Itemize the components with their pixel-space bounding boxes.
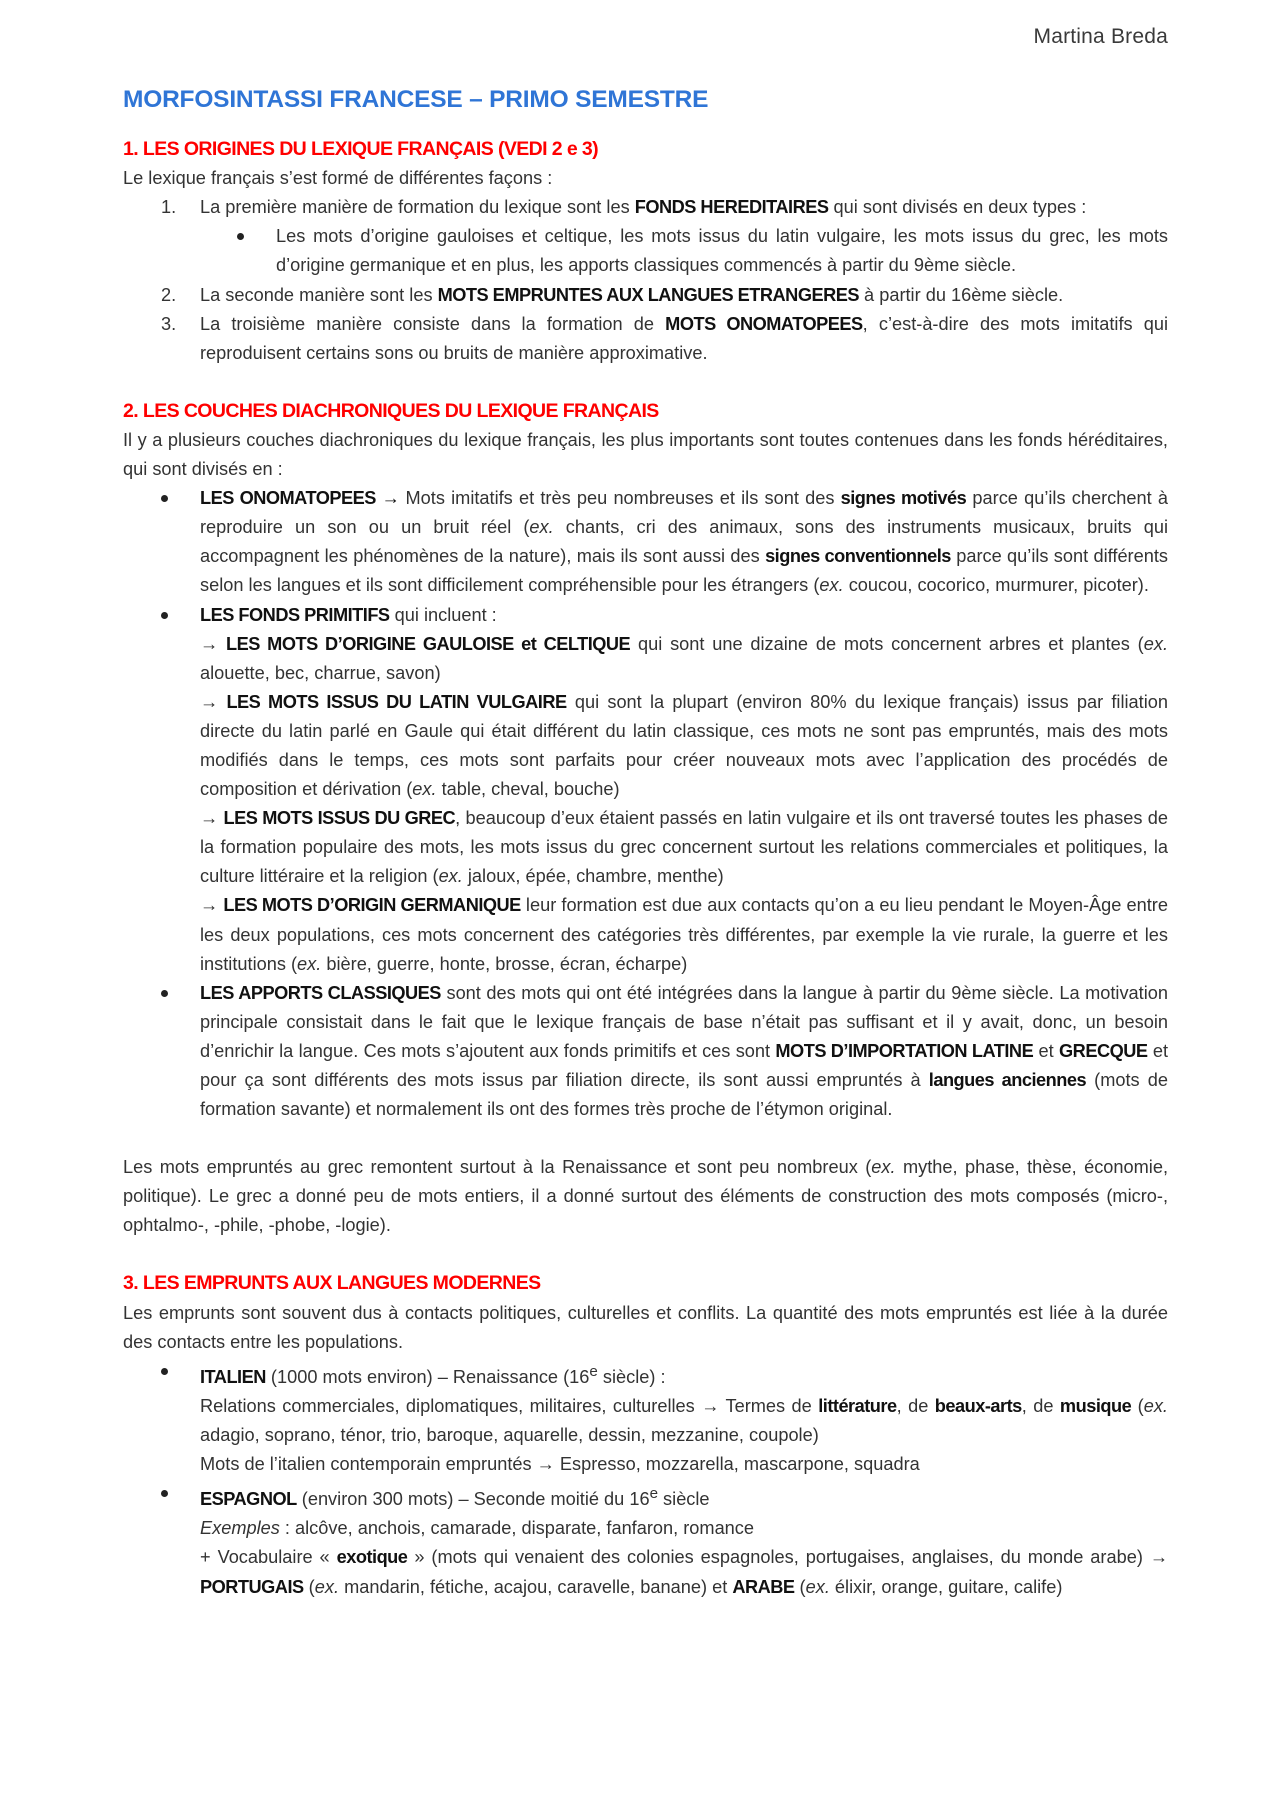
item-text: ( (1131, 1395, 1144, 1416)
section-2-intro: Il y a plusieurs couches diachroniques du lexique français, les plus importants sont toutes contenues dans les fonds héréditaires, qui sont divisés en : (123, 429, 1168, 480)
keyword: littérature (818, 1395, 897, 1416)
list-number: 1. (161, 197, 177, 218)
item-text: , de (1021, 1395, 1060, 1416)
arrow-icon: → (200, 808, 224, 829)
example-label: ex. (819, 575, 844, 596)
example-label: ex. (314, 1576, 340, 1597)
arrow-icon: → (200, 633, 226, 654)
list-item (276, 222, 1168, 280)
item-text: qui sont divisés en deux types : (828, 197, 1087, 218)
section-3-list (123, 1357, 1168, 1602)
bullet-icon (161, 990, 168, 997)
section-2-closing (123, 1153, 1168, 1240)
item-text: (environ 300 mots) – Seconde moitié du 16 (296, 1489, 650, 1510)
item-text: La seconde manière sont les (200, 284, 438, 305)
item-text: Les mots empruntés au grec remontent surtout à la Renaissance et sont peu nombreux ( (123, 1157, 872, 1178)
item-text: et pour ça sont différents des mots issus par filiation directe, ils sont aussi empruntés à (200, 1040, 1168, 1090)
item-text: (1000 mots environ) – Renaissance (16 (265, 1366, 590, 1387)
list-item (161, 310, 1169, 368)
item-text: et (1033, 1040, 1060, 1061)
keyword: LES FONDS PRIMITIFS (200, 604, 390, 625)
list-item (161, 193, 1168, 222)
author-name: Martina Breda (1033, 25, 1168, 48)
item-text: ( (794, 1576, 806, 1597)
keyword: ITALIEN (200, 1366, 266, 1387)
italien-line-3: Mots de l’italien contemporain empruntés → Espresso, mozzarella, mascarpone, squadra (200, 1454, 920, 1475)
item-text: leur formation est due aux contacts qu’on a eu lieu pendant le Moyen-Âge entre les deux populations, ces mots concernent des catégories très différentes, par exemple la vie rurale, la guerre et les institutions ( (200, 895, 1168, 974)
item-text: , de (896, 1395, 935, 1416)
section-1-list (123, 193, 1168, 222)
item-text: mandarin, fétiche, acajou, caravelle, banane) et (339, 1576, 733, 1597)
keyword: LES MOTS ISSUS DU GREC (223, 808, 456, 829)
section-1-heading: 1. LES ORIGINES DU LEXIQUE FRANÇAIS (VEDI 2 e 3) (123, 138, 599, 161)
subitem-gauloise (200, 630, 1168, 688)
item-text: siècle (658, 1489, 710, 1510)
subitem-latin (200, 688, 1168, 804)
item-text: sont des mots qui ont été intégrées dans la langue à partir du 9ème siècle. La motivation principale consistait dans le fait que le lexique français de base n’était pas suffisant et il y avait, donc, un besoin d’enrichir la langue. Ces mots s’ajoutent aux fonds primitifs et ces sont (200, 982, 1168, 1061)
list-item-apports-classiques (200, 979, 1168, 1124)
section-1-intro: Le lexique français s’est formé de différentes façons : (123, 168, 553, 189)
keyword: langues anciennes (928, 1070, 1087, 1090)
keyword: signes conventionnels (765, 546, 951, 567)
item-text: Relations commerciales, diplomatiques, militaires, culturelles → Termes de (200, 1395, 819, 1416)
example-label: ex. (438, 866, 463, 887)
keyword: LES ONOMATOPEES → (200, 488, 400, 509)
superscript: e (649, 1485, 658, 1503)
section-2-list (123, 484, 1168, 1124)
list-item (161, 281, 1168, 310)
subitem-germanique (200, 891, 1168, 978)
item-text: parce qu’ils cherchent à reproduire un son ou un bruit réel ( (200, 488, 1168, 538)
keyword: signes motivés (840, 488, 967, 509)
espagnol-examples (200, 1514, 1168, 1543)
item-text: , c’est-à-dire des mots imitatifs qui reproduisent certains sons ou bruits de manière approximative. (200, 313, 1169, 363)
list-number: 2. (161, 284, 177, 305)
item-text: parce qu’ils sont différents selon les langues et ils sont difficilement compréhensible pour les étrangers ( (200, 546, 1168, 596)
item-text: alouette, bec, charrue, savon) (200, 662, 441, 683)
keyword: ARABE (732, 1576, 795, 1597)
superscript: e (589, 1362, 598, 1380)
arrow-icon: → (200, 691, 227, 712)
section-3-heading: 3. LES EMPRUNTS AUX LANGUES MODERNES (123, 1272, 541, 1295)
keyword: GRECQUE (1059, 1040, 1148, 1061)
list-number: 3. (161, 313, 177, 334)
example-label: ex. (805, 1576, 830, 1597)
keyword: ESPAGNOL (200, 1489, 297, 1510)
item-text: » (mots qui venaient des colonies espagnoles, portugaises, anglaises, du monde arabe) → (407, 1547, 1168, 1568)
example-label: ex. (297, 953, 322, 974)
item-text: qui sont la plupart (environ 80% du lexique français) issus par filiation directe du latin parlé en Gaule qui était différent du latin classique, ces mots ne sont pas empruntés, mais des mots modifiés dans le temps, ces mots sont parfaits pour créer nouveaux mots avec l’application des procédés de composition et dérivation ( (200, 691, 1168, 800)
item-text: qui sont une dizaine de mots concernent arbres et plantes ( (630, 633, 1144, 654)
list-item-espagnol (200, 1479, 1168, 1601)
item-text: bière, guerre, honte, brosse, écran, écharpe) (321, 953, 688, 974)
section-3-intro: Les emprunts sont souvent dus à contacts politiques, culturelles et conflits. La quantité des mots empruntés est liée à la durée des contacts entre les populations. (123, 1302, 1168, 1352)
keyword: LES MOTS D’ORIGIN GERMANIQUE (223, 895, 521, 916)
arrow-icon: → (200, 895, 224, 916)
bullet-icon (161, 1368, 168, 1375)
section-2-heading: 2. LES COUCHES DIACHRONIQUES DU LEXIQUE FRANÇAIS (123, 399, 659, 422)
section-1-sublist (123, 222, 1168, 280)
item-text: chants, cri des animaux, sons des instruments musicaux, bruits qui accompagnent les phénomènes de la nature), mais ils sont aussi des (200, 517, 1168, 567)
example-label: ex. (1143, 1395, 1168, 1416)
example-label: Exemples (200, 1518, 280, 1539)
keyword: exotique (336, 1547, 408, 1568)
item-text: jaloux, épée, chambre, menthe) (462, 866, 724, 887)
item-text: adagio, soprano, ténor, trio, baroque, aquarelle, dessin, mezzanine, coupole) (200, 1425, 819, 1445)
keyword: MOTS D’IMPORTATION LATINE (775, 1040, 1034, 1061)
item-text: Mots imitatifs et très peu nombreuses et ils sont des (399, 488, 841, 509)
keyword: PORTUGAIS (200, 1576, 304, 1597)
list-item-fonds-primitifs (200, 601, 1168, 979)
keyword: LES APPORTS CLASSIQUES (200, 982, 441, 1003)
example-label: ex. (412, 779, 437, 800)
item-text: La troisième manière consiste dans la formation de (200, 313, 666, 334)
item-text: coucou, cocorico, murmurer, picoter). (843, 575, 1149, 596)
item-text: : alcôve, anchois, camarade, disparate, fanfaron, romance (279, 1518, 755, 1539)
espagnol-vocabulaire (200, 1543, 1168, 1601)
list-item-onomatopees (200, 484, 1168, 600)
example-label: ex. (1143, 633, 1168, 654)
bullet-icon (161, 612, 168, 619)
keyword: musique (1059, 1395, 1132, 1416)
item-text: Les mots d’origine gauloises et celtique, les mots issus du latin vulgaire, les mots issus du grec, les mots d’origine germanique et en plus, les apports classiques commencés à partir du 9ème siècle. (276, 226, 1168, 276)
document-title: MORFOSINTASSI FRANCESE – PRIMO SEMESTRE (123, 86, 709, 113)
item-text: élixir, orange, guitare, calife) (829, 1576, 1063, 1597)
item-text: ( (303, 1576, 315, 1597)
keyword: LES MOTS D’ORIGINE GAULOISE et CELTIQUE (226, 633, 631, 654)
example-label: ex. (871, 1157, 896, 1178)
item-text: siècle) : (597, 1366, 666, 1387)
subitem-grec (200, 804, 1168, 891)
bullet-icon (161, 1490, 168, 1497)
list-item-italien (200, 1357, 1168, 1479)
keyword: FONDS HEREDITAIRES (634, 197, 829, 218)
item-text: La première manière de formation du lexique sont les (200, 197, 635, 218)
item-text: (mots de formation savante) et normalement ils ont des formes très proche de l’étymon original. (200, 1070, 1168, 1120)
section-1-list-continued (123, 281, 1168, 368)
example-label: ex. (529, 517, 554, 538)
item-text: + Vocabulaire « (200, 1547, 337, 1568)
item-text: à partir du 16ème siècle. (859, 284, 1064, 305)
bullet-icon (237, 233, 244, 240)
item-text: table, cheval, bouche) (436, 779, 620, 800)
keyword: LES MOTS ISSUS DU LATIN VULGAIRE (226, 691, 567, 712)
item-text: qui incluent : (389, 604, 497, 625)
italien-line-2 (200, 1392, 1168, 1450)
paragraph-spacer (123, 1124, 1168, 1153)
keyword: MOTS EMPRUNTES AUX LANGUES ETRANGERES (437, 284, 859, 305)
item-text: mythe, phase, thèse, économie, politique). Le grec a donné peu de mots entiers, il a donné surtout des éléments de construction des mots composés (micro-, ophtalmo-, -phile, -phobe, -logie). (123, 1157, 1169, 1236)
keyword: beaux-arts (934, 1395, 1022, 1416)
keyword: MOTS ONOMATOPEES (665, 313, 863, 334)
bullet-icon (161, 495, 168, 502)
item-text: , beaucoup d’eux étaient passés en latin vulgaire et ils ont traversé toutes les phases de la formation populaire des mots, les mots issus du grec concernent surtout les relations commerciales et politiques, la culture littéraire et la religion ( (200, 808, 1168, 887)
